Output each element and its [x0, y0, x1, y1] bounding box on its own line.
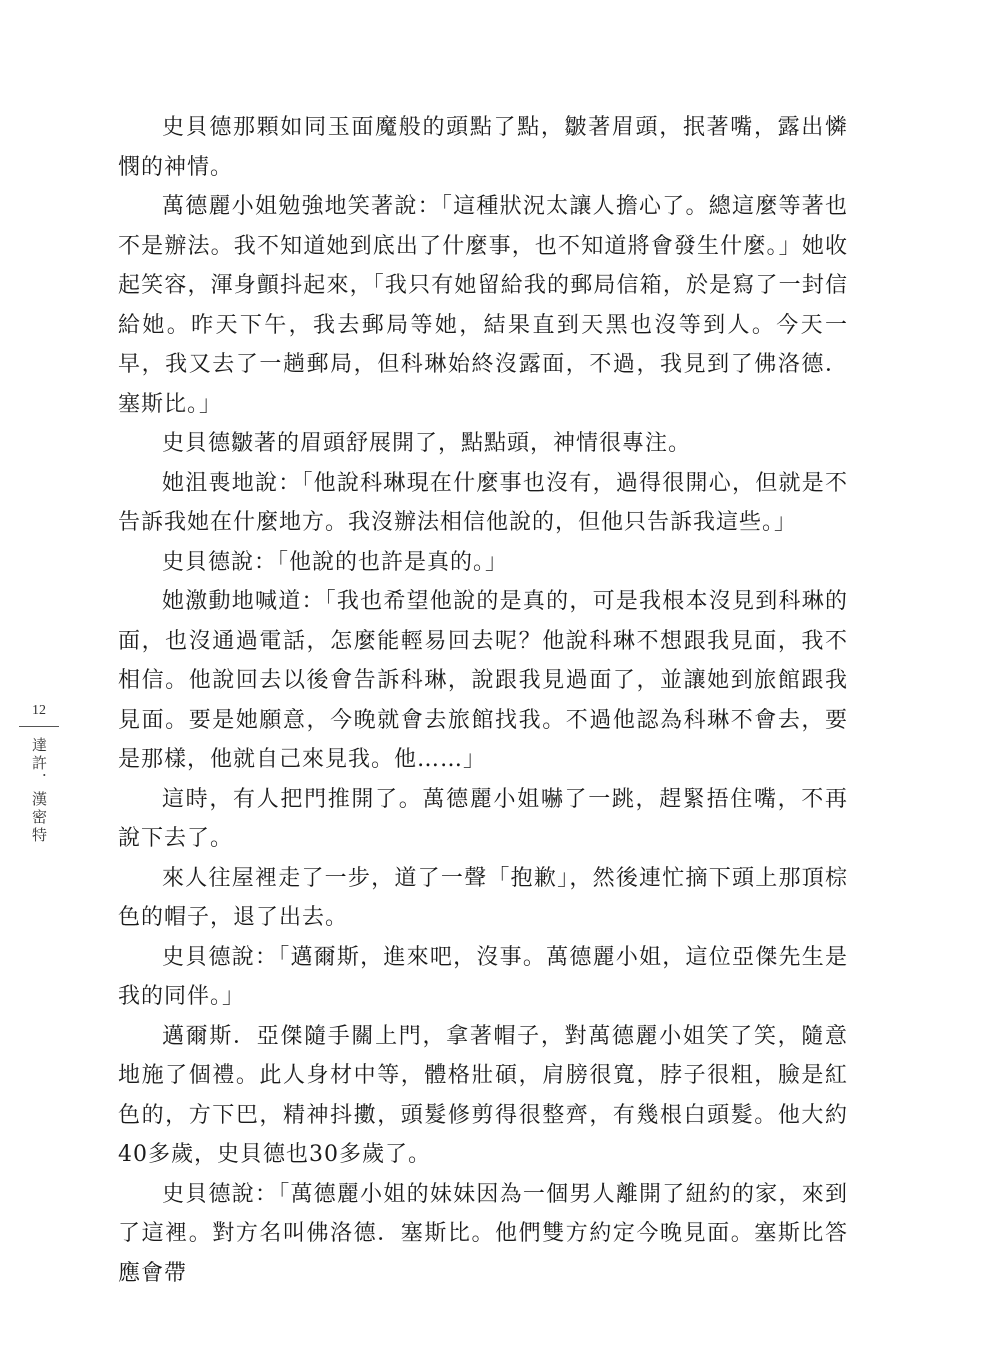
paragraph-2: 萬德麗小姐勉強地笑著說：「這種狀況太讓人擔心了。總這麼等著也不是辦法。我不知道她到底出了什麼事，也不知道將會發生什麼。」她收起笑容，渾身顫抖起來，「我只有她留給我的郵局信箱，於是寫了一封信給她。昨天下午，我去郵局等她，結果直到天黑也沒等到人。今天一早，我又去了一趟郵局，但科琳始終沒露面，不過，我見到了佛洛德．塞斯比。」 — [118, 194, 848, 417]
paragraph-7: 這時，有人把門推開了。萬德麗小姐嚇了一跳，趕緊捂住嘴，不再說下去了。 — [118, 786, 848, 851]
paragraph-11: 史貝德說：「萬德麗小姐的妹妹因為一個男人離開了紐約的家，來到了這裡。對方名叫佛洛德．塞斯比。他們雙方約定今晚見面。塞斯比答應會帶 — [118, 1181, 848, 1286]
page-margin — [14, 702, 64, 845]
paragraph-8: 來人往屋裡走了一步，道了一聲「抱歉」，然後連忙摘下頭上那頂棕色的帽子，退了出去。 — [118, 865, 848, 930]
paragraph-1: 史貝德那顆如同玉面魔般的頭點了點，皺著眉頭，抿著嘴，露出憐憫的神情。 — [118, 115, 848, 180]
paragraph-5: 史貝德說：「他說的也許是真的。」 — [162, 549, 509, 575]
paragraph-6: 她激動地喊道：「我也希望他說的是真的，可是我根本沒見到科琳的面，也沒通過電話，怎麼能輕易回去呢？他說科琳不想跟我見面，我不相信。他說回去以後會告訴科琳，說跟我見過面了，並讓她到旅館跟我見面。要是她願意，今晚就會去旅館找我。不過他認為科琳不會去，要是那樣，他就自己來見我。他……」 — [118, 589, 848, 772]
paragraph-4: 她沮喪地說：「他說科琳現在什麼事也沒有，過得很開心，但就是不告訴我她在什麼地方。我沒辦法相信他說的，但他只告訴我這些。」 — [118, 470, 848, 535]
margin-divider — [19, 726, 59, 727]
paragraph-10: 邁爾斯．亞傑隨手關上門，拿著帽子，對萬德麗小姐笑了笑，隨意地施了個禮。此人身材中等，體格壯碩，肩膀很寬，脖子很粗，臉是紅色的，方下巴，精神抖擻，頭髮修剪得很整齊，有幾根白頭髮。他大約40多歲，史貝德也30多歲了。 — [118, 1023, 848, 1167]
running-head-author: 達許．漢密特 — [30, 737, 48, 845]
paragraph-9: 史貝德說：「邁爾斯，進來吧，沒事。萬德麗小姐，這位亞傑先生是我的同伴。」 — [118, 944, 848, 1009]
page-number: 12 — [32, 703, 46, 718]
body-text — [118, 108, 848, 1293]
paragraph-3: 史貝德皺著的眉頭舒展開了，點點頭，神情很專注。 — [162, 431, 692, 456]
